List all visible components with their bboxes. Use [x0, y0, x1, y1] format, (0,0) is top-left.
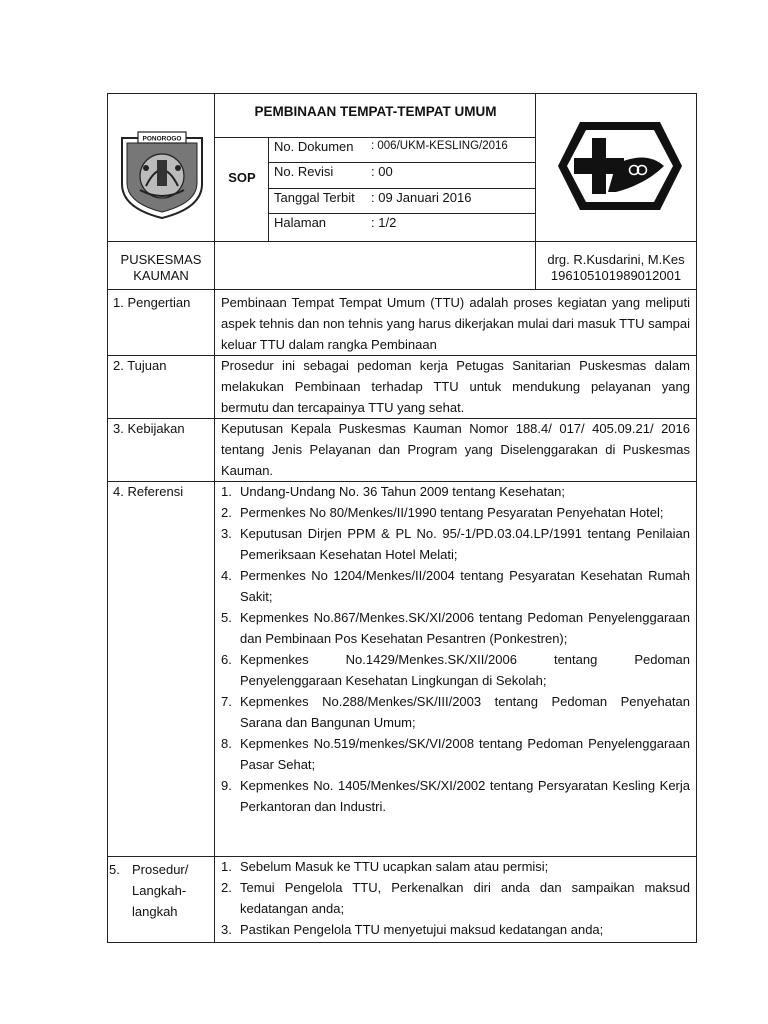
signer-name: drg. R.Kusdarini, M.Kes — [547, 252, 685, 267]
section-label-referensi: 4. Referensi — [113, 484, 184, 499]
section-label-line: langkah — [132, 904, 178, 919]
meta-value-no-dokumen: : 006/UKM-KESLING/2016 — [371, 140, 508, 152]
section-label-line: Langkah- — [132, 883, 187, 898]
crest-text: PONOROGO — [142, 135, 182, 143]
signer-nip: 196105101989012001 — [550, 268, 682, 283]
signer-block — [536, 252, 696, 284]
section-text-kebijakan: Keputusan Kepala Puskesmas Kauman Nomor 188.4/ 017/ 405.09.21/ 2016 tentang Jenis Pelayanan dan Program yang Diselenggarakan di Puskesmas Kauman. — [221, 421, 690, 478]
organization-line: PUSKESMAS — [120, 252, 202, 267]
meta-value-no-revisi: : 00 — [371, 164, 393, 179]
section-text-pengertian: Pembinaan Tempat Tempat Umum (TTU) adalah proses kegiatan yang meliputi aspek tehnis dan non tehnis yang harus dikerjakan mulai dari masuk TTU sampai keluar TTU dalam rangka Pembinaan — [221, 295, 690, 352]
table-divider — [214, 93, 215, 943]
list-item: 9. Kepmenkes No. 1405/Menkes/SK/XI/2002 tentang Persyaratan Kesling Kerja Perkantoran dan Industri. — [221, 778, 690, 814]
sop-label: SOP — [228, 170, 256, 185]
table-divider — [107, 289, 697, 290]
table-divider — [268, 137, 269, 241]
section-text-tujuan: Prosedur ini sebagai pedoman kerja Petugas Sanitarian Puskesmas dalam melakukan Pembinaan terhadap TTU untuk mendukung pelayanan yang bermutu dan tercapainya TTU yang sehat. — [221, 358, 690, 415]
document-title: PEMBINAAN TEMPAT-TEMPAT UMUM — [254, 104, 497, 119]
meta-label-no-dokumen: No. Dokumen — [274, 139, 354, 154]
list-item: 6. Kepmenkes No.1429/Menkes.SK/XII/2006 tentang Pedoman Penyelenggaraan Kesehatan Lingkungan di Sekolah; — [221, 652, 690, 688]
section-label-num: 5. — [109, 862, 120, 877]
puskesmas-logo-icon — [556, 120, 684, 212]
meta-label-halaman: Halaman — [274, 215, 327, 230]
table-divider — [107, 241, 697, 242]
list-item: 8. Kepmenkes No.519/menkes/SK/VI/2008 tentang Pedoman Penyelenggaraan Pasar Sehat; — [221, 736, 690, 772]
table-divider — [268, 213, 535, 214]
list-item: 2. Permenkes No 80/Menkes/II/1990 tentang Pesyaratan Penyehatan Hotel; — [221, 505, 664, 520]
meta-label-tanggal-terbit: Tanggal Terbit — [274, 190, 355, 205]
section-label-tujuan: 2. Tujuan — [113, 358, 167, 373]
table-divider — [268, 162, 535, 163]
organization-name — [108, 252, 214, 284]
referensi-list — [221, 481, 690, 817]
meta-value-halaman: : 1/2 — [371, 215, 397, 230]
list-item: 4. Permenkes No 1204/Menkes/II/2004 tentang Pesyaratan Kesehatan Rumah Sakit; — [221, 568, 690, 604]
section-label-prosedur — [109, 859, 213, 922]
list-item: 5. Kepmenkes No.867/Menkes.SK/XI/2006 tentang Pedoman Penyelenggaraan dan Pembinaan Pos Kesehatan Pesantren (Ponkestren); — [221, 610, 690, 646]
list-item: 1. Sebelum Masuk ke TTU ucapkan salam atau permisi; — [221, 859, 549, 874]
meta-value-tanggal-terbit: : 09 Januari 2016 — [371, 190, 472, 205]
list-item: 3. Keputusan Dirjen PPM & PL No. 95/-1/PD.03.04.LP/1991 tentang Penilaian Pemeriksaan Kesehatan Hotel Melati; — [221, 526, 690, 562]
table-divider — [214, 137, 535, 138]
section-label-line: Prosedur/ — [132, 862, 189, 877]
organization-line: KAUMAN — [133, 268, 189, 283]
list-item: 1. Undang-Undang No. 36 Tahun 2009 tentang Kesehatan; — [221, 484, 566, 499]
meta-label-no-revisi: No. Revisi — [274, 164, 334, 179]
list-item: 7. Kepmenkes No.288/Menkes/SK/III/2003 tentang Pedoman Penyehatan Sarana dan Bangunan Umum; — [221, 694, 690, 730]
section-label-pengertian: 1. Pengertian — [113, 295, 191, 310]
table-divider — [268, 188, 535, 189]
prosedur-list — [221, 856, 690, 940]
list-item: 2. Temui Pengelola TTU, Perkenalkan diri anda dan sampaikan maksud kedatangan anda; — [221, 880, 690, 916]
ponorogo-regency-crest-icon — [116, 124, 208, 220]
section-label-kebijakan: 3. Kebijakan — [113, 421, 185, 436]
list-item: 3. Pastikan Pengelola TTU menyetujui maksud kedatangan anda; — [221, 922, 604, 937]
